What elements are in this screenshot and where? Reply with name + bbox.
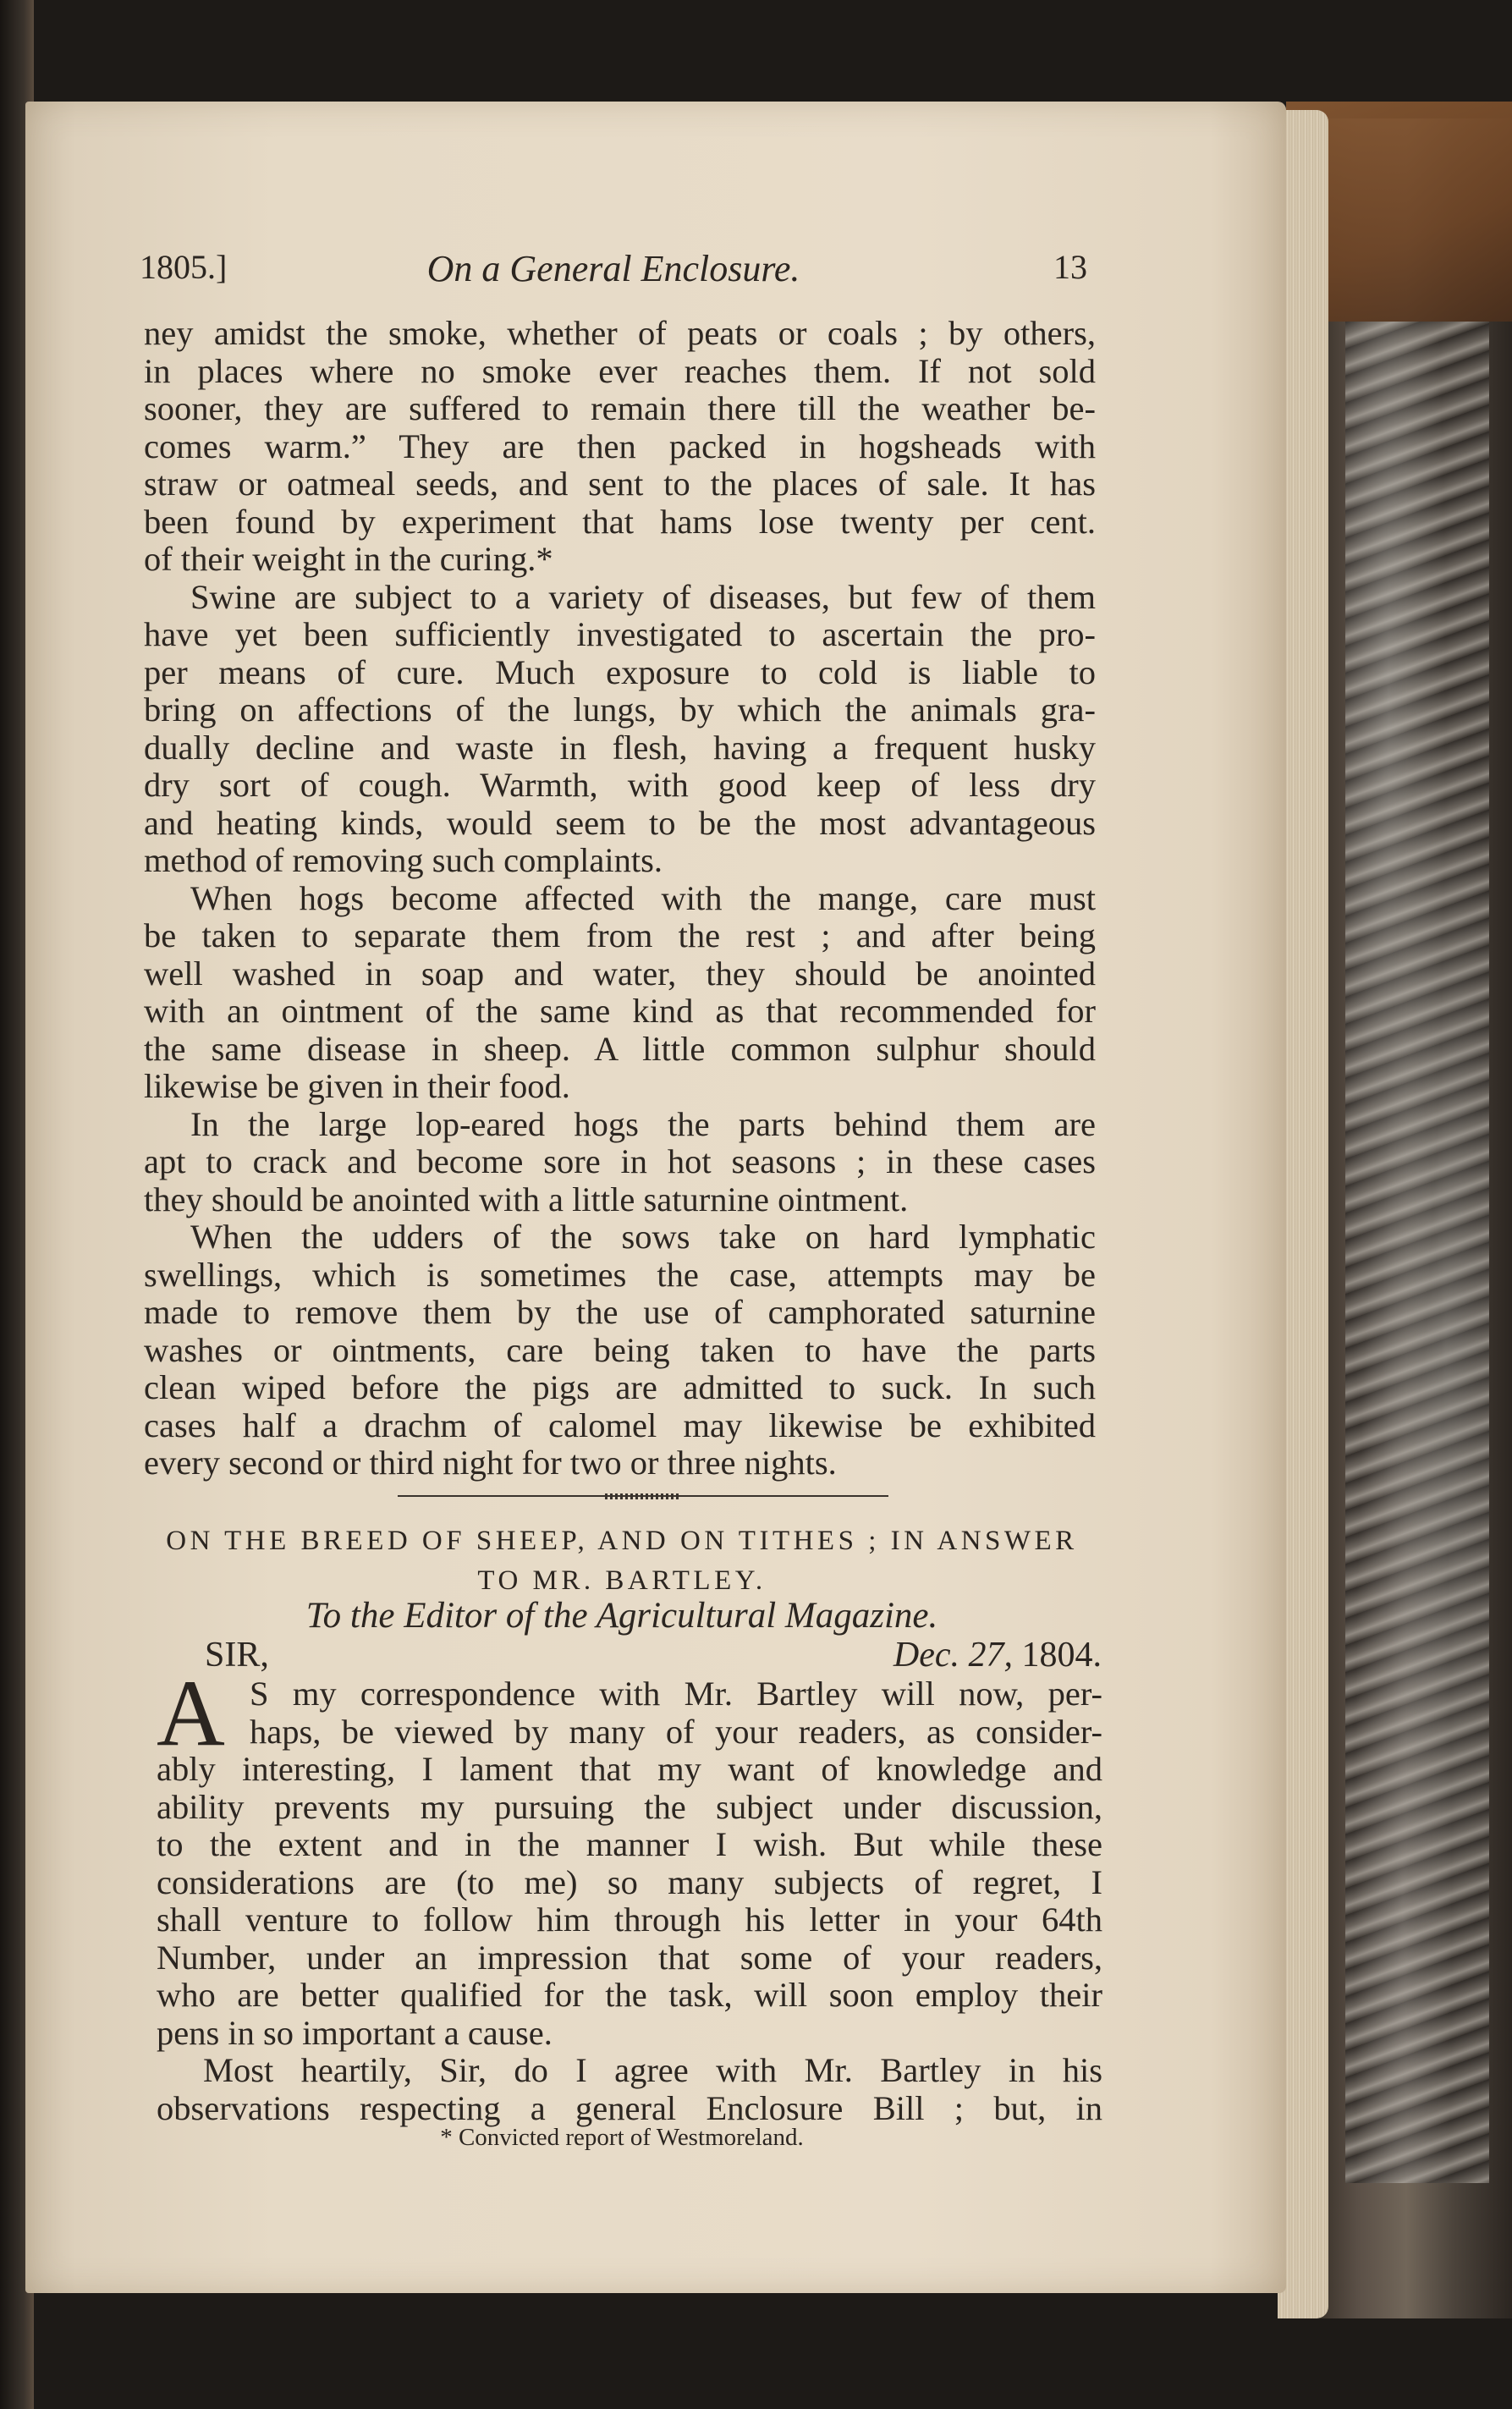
text-line: ably interesting, I lament that my want of knowledge and [157,1750,1102,1788]
text-line: to the extent and in the manner I wish. But while these [157,1825,1102,1863]
text-line: method of removing such complaints. [144,841,663,879]
text-line: Number, under an impression that some of your readers, [157,1938,1102,1977]
text-line: observations respecting a general Enclosure Bill ; but, in [157,2088,1102,2127]
letter-date [893,1635,1102,1675]
text-line: considerations are (to me) so many subjects of regret, I [157,1862,1102,1901]
text-line: every second or third night for two or three nights. [144,1444,837,1482]
text-line: swellings, which is sometimes the case, attempts may be [144,1255,1096,1294]
text-line: be taken to separate them from the rest ; and after being [144,916,1096,954]
text-line: comes warm.” They are then packed in hogsheads with [144,426,1096,465]
text-line: shall venture to follow him through his letter in your 64th [157,1900,1102,1939]
header-year: 1805.] [140,248,228,286]
text-line: cases half a drachm of calomel may likewise be exhibited [144,1405,1096,1444]
section-title [148,1521,1096,1601]
letter-opening [205,1635,1102,1675]
footnote: * Convicted report of Westmoreland. [440,2124,804,2151]
editor-salutation: To the Editor of the Agricultural Magazine. [305,1596,938,1636]
marbled-endpaper [1345,322,1489,2183]
text-line: made to remove them by the use of camphorated saturnine [144,1293,1096,1331]
text-line: sooner, they are suffered to remain there till the weather be- [144,389,1096,427]
text-line: in places where no smoke ever reaches them. If not sold [144,351,1096,390]
text-line: ability prevents my pursuing the subject under discussion, [157,1787,1102,1826]
text-line: dry sort of cough. Warmth, with good keep of less dry [144,766,1096,804]
text-line: with an ointment of the same kind as that recommended for [144,992,1096,1030]
section-title-line-2: TO MR. BARTLEY. [477,1565,767,1596]
date-year: 1804. [1021,1636,1102,1675]
text-line: been found by experiment that hams lose twenty per cent. [144,502,1096,541]
text-line: clean wiped before the pigs are admitted to suck. In such [144,1368,1096,1406]
text-line: When the udders of the sows take on hard lymphatic [190,1218,1096,1256]
header-title: On a General Enclosure. [426,248,800,289]
text-line: likewise be given in their food. [144,1067,570,1105]
text-line: ney amidst the smoke, whether of peats or coals ; by others, [144,314,1096,352]
drop-cap: A [157,1661,225,1766]
text-line: Swine are subject to a variety of diseases, but few of them [190,577,1096,616]
text-line: Most heartily, Sir, do I agree with Mr. Bartley in his [203,2051,1102,2089]
text-line: When hogs become affected with the mange, care must [190,878,1096,917]
text-line: per means of cure. Much exposure to cold is liable to [144,652,1096,691]
text-line: the same disease in sheep. A little common sulphur should [144,1029,1096,1068]
text-line: apt to crack and become sore in hot seasons ; in these cases [144,1142,1096,1180]
page-number: 13 [1053,248,1087,286]
text-line: straw or oatmeal seeds, and sent to the places of sale. It has [144,465,1096,503]
text-line: S my correspondence with Mr. Bartley will now, per- [250,1675,1102,1713]
text-line: dually decline and waste in flesh, having a frequent husky [144,728,1096,767]
date-text: Dec. 27, [893,1636,1013,1675]
text-line: bring on affections of the lungs, by which the animals gra- [144,690,1096,729]
text-line: well washed in soap and water, they should be anointed [144,954,1096,993]
text-line: and heating kinds, would seem to be the most advantageous [144,803,1096,842]
text-line: who are better qualified for the task, will soon employ their [157,1976,1102,2014]
sir-greeting: SIR, [205,1636,269,1675]
letter-body [157,1675,1102,2127]
text-line: have yet been sufficiently investigated to ascertain the pro- [144,615,1096,653]
text-line: of their weight in the curing.* [144,540,553,578]
ornamental-rule [398,1493,888,1499]
text-line: In the large lop-eared hogs the parts behind them are [190,1104,1096,1143]
text-line: haps, be viewed by many of your readers, as consider- [250,1712,1102,1751]
article-body [144,315,1096,1482]
text-line: washes or ointments, care being taken to have the parts [144,1330,1096,1369]
rule-ornament [605,1493,681,1499]
text-line: they should be anointed with a little saturnine ointment. [144,1180,909,1218]
section-title-line-1: ON THE BREED OF SHEEP, AND ON TITHES ; IN ANSWER [166,1526,1078,1556]
running-header [140,247,1087,298]
text-line: pens in so important a cause. [157,2013,553,2052]
